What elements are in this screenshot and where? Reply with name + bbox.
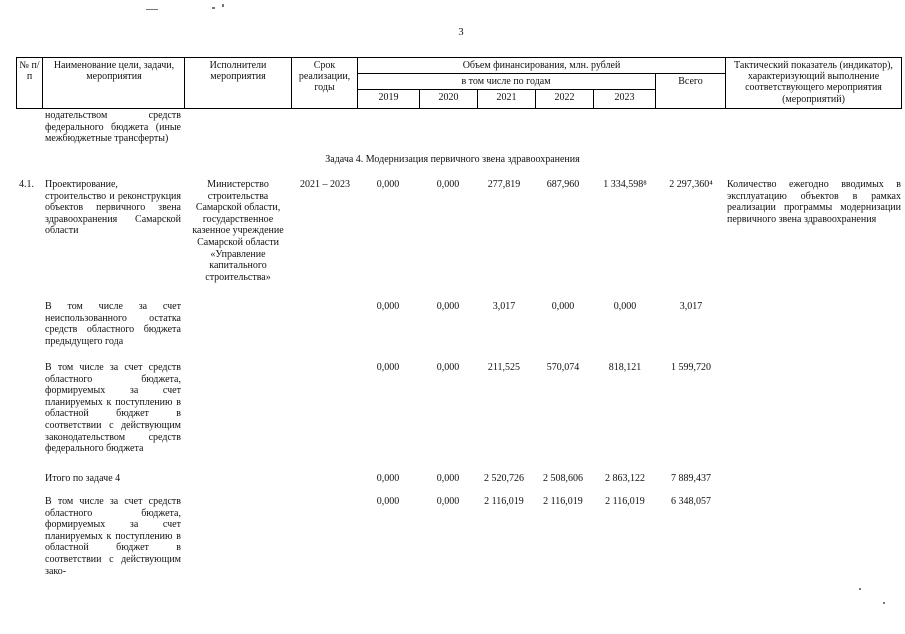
row-number: 4.1. (19, 179, 34, 190)
row-term: 2021 – 2023 (300, 179, 350, 190)
task-title: Задача 4. Модернизация первичного звена здравоохранения (325, 154, 580, 165)
value-2023: 0,000 (613, 301, 637, 312)
value-2022: 0,000 (551, 301, 575, 312)
value-2019: 0,000 (376, 473, 400, 484)
row-executor: Министерство строительства Самарской области, государственное казенное учреждение Самарской области «Управление капитального строительства» (192, 179, 284, 283)
header-funding: Объем финансирования, млн. рублей (462, 60, 621, 71)
col-rule (184, 57, 185, 109)
value-2022: 570,074 (546, 362, 580, 373)
scan-speck (222, 4, 224, 7)
value-2020: 0,000 (436, 362, 460, 373)
value-2021: 2 520,726 (484, 473, 524, 484)
row-name: В том числе за счет средств областного бюджета, формируемых за счет планируемых к поступлению в областной бюджет в соответствии с действующим зако- (45, 496, 181, 577)
value-2022: 687,960 (546, 179, 580, 190)
value-2019: 0,000 (376, 179, 400, 190)
header-name: Наименование цели, задачи, мероприятия (53, 60, 175, 83)
value-2019: 0,000 (376, 496, 400, 507)
value-2021: 211,525 (487, 362, 521, 373)
scan-speck (146, 9, 158, 10)
carry-over-text: нодательством средств федерального бюджета (иные межбюджетные трансферты) (45, 110, 181, 145)
value-2020: 0,000 (436, 301, 460, 312)
value-2021: 2 116,019 (484, 496, 524, 507)
header-top-rule (16, 57, 902, 58)
header-year-2022: 2022 (554, 92, 575, 103)
row-name: В том числе за счет средств областного бюджета, формируемых за счет планируемых к поступлению в областной бюджет в соответствии с действующим законодательством средств федерального бюджета (45, 362, 181, 455)
value-2019: 0,000 (376, 301, 400, 312)
value-2022: 2 116,019 (543, 496, 583, 507)
header-year-2020: 2020 (438, 92, 459, 103)
value-2021: 3,017 (492, 301, 516, 312)
value-total: 6 348,057 (671, 496, 711, 507)
value-total: 7 889,437 (671, 473, 711, 484)
row-name: Проектирование, строительство и реконструкция объектов первичного звена здравоохранения Самарской области (45, 179, 181, 237)
header-year-2021: 2021 (496, 92, 517, 103)
col-rule (291, 57, 292, 109)
row-name: Итого по задаче 4 (45, 473, 121, 484)
value-2020: 0,000 (436, 473, 460, 484)
header-num: № п/п (19, 60, 40, 83)
value-2023: 2 863,122 (605, 473, 645, 484)
value-2021: 277,819 (487, 179, 521, 190)
header-year-2023: 2023 (614, 92, 635, 103)
row-name: В том числе за счет неиспользованного остатка средств областного бюджета предыдущего года (45, 301, 181, 347)
header-term: Срок реализации, годы (298, 60, 351, 94)
col-rule (42, 57, 43, 109)
value-2023: 818,121 (608, 362, 642, 373)
value-2020: 0,000 (436, 496, 460, 507)
value-total: 3,017 (679, 301, 703, 312)
value-total: 2 297,360⁴ (669, 179, 713, 190)
years-subrule (357, 89, 655, 90)
header-year-2019: 2019 (378, 92, 399, 103)
value-2023: 1 334,598⁸ (603, 179, 647, 190)
funding-subrule (357, 73, 726, 74)
header-bottom-rule (16, 108, 902, 109)
header-indicator: Тактический показатель (индикатор), характеризующий выполнение соответствующего мероприятия (мероприятий) (734, 60, 893, 105)
value-2019: 0,000 (376, 362, 400, 373)
value-total: 1 599,720 (671, 362, 711, 373)
value-2020: 0,000 (436, 179, 460, 190)
header-executor: Исполнители мероприятия (209, 60, 267, 83)
row-indicator: Количество ежегодно вводимых в эксплуатацию объектов в рамках реализации программы модернизации первичного звена здравоохранения (727, 179, 901, 225)
page-number: 3 (458, 27, 464, 38)
header-by-years: в том числе по годам (461, 76, 551, 87)
scan-speck (859, 588, 861, 590)
value-2023: 2 116,019 (605, 496, 645, 507)
value-2022: 2 508,606 (543, 473, 583, 484)
col-rule (901, 57, 902, 109)
scan-speck (212, 7, 215, 9)
scan-speck (883, 602, 885, 604)
header-total: Всего (678, 76, 703, 87)
